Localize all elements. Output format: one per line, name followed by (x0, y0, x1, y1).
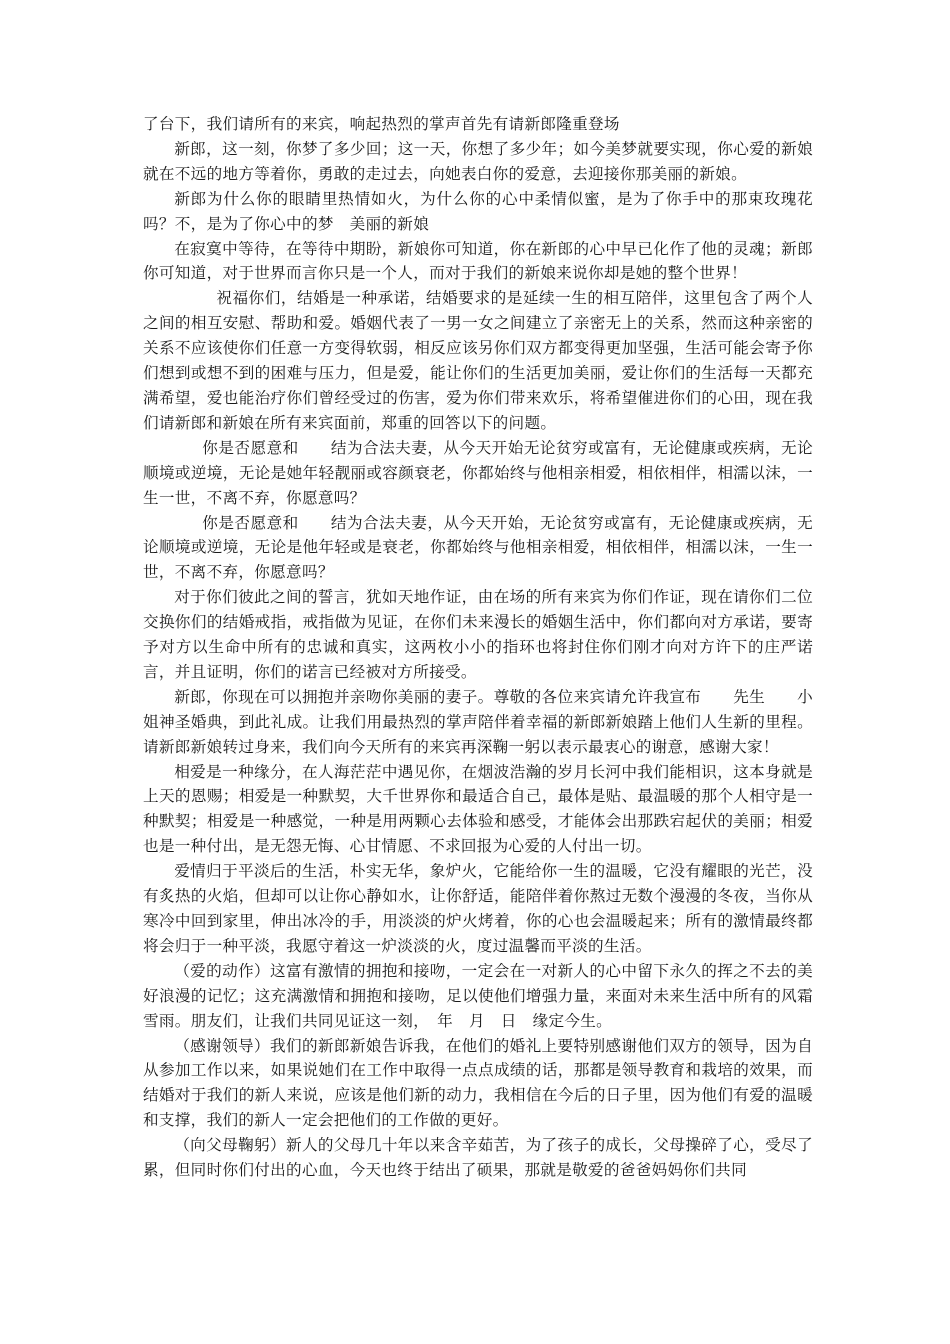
paragraph: 新郎为什么你的眼睛里热情如火，为什么你的心中柔情似蜜，是为了你手中的那束玫瑰花吗？不，是为了你心中的梦 美丽的新娘 (143, 189, 813, 233)
document-body (143, 112, 813, 1183)
paragraph: （感谢领导）我们的新郎新娘告诉我，在他们的婚礼上要特别感谢他们双方的领导，因为自从参加工作以来，如果说她们在工作中取得一点点成绩的话，那都是领导教育和栽培的效果，而结婚对于我们的新人来说，应该是他们新的动力，我相信在今后的日子里，因为他们有爱的温暖和支撑，我们的新人一定会把他们的工作做的更好。 (143, 1036, 813, 1130)
paragraph: 祝福你们，结婚是一种承诺，结婚要求的是延续一生的相互陪伴，这里包含了两个人之间的相互安慰、帮助和爱。婚姻代表了一男一女之间建立了亲密无上的关系，然而这种亲密的关系不应该使你们任意一方变得软弱，相反应该另你们双方都变得更加坚强，生活可能会寄予你们想到或想不到的困难与压力，但是爱，能让你们的生活更加美丽，爱让你们的生活每一天都充满希望，爱也能治疗你们曾经受过的伤害，爱为你们带来欢乐，将希望催进你们的心田，现在我们请新郎和新娘在所有来宾面前，郑重的回答以下的问题。 (143, 289, 813, 432)
paragraph: 新郎，你现在可以拥抱并亲吻你美丽的妻子。尊敬的各位来宾请允许我宣布 先生 小姐神圣婚典，到此礼成。让我们用最热烈的掌声陪伴着幸福的新郎新娘踏上他们人生新的里程。请新郎新娘转过身来，我们向今天所有的来宾再深鞠一躬以表示最衷心的谢意，感谢大家！ (143, 687, 813, 756)
paragraph: 对于你们彼此之间的誓言，犹如天地作证，由在场的所有来宾为你们作证，现在请你们二位交换你们的结婚戒指，戒指做为见证，在你们未来漫长的婚姻生活中，你们都向对方承诺，要寄予对方以生命中所有的忠诚和真实，这两枚小小的指环也将封住你们刚才向对方许下的庄严诺言，并且证明，你们的诺言已经被对方所接受。 (143, 588, 813, 681)
paragraph: 新郎，这一刻，你梦了多少回；这一天，你想了多少年；如今美梦就要实现，你心爱的新娘就在不远的地方等着你，勇敢的走过去，向她表白你的爱意，去迎接你那美丽的新娘。 (143, 139, 813, 183)
paragraph: 相爱是一种缘分，在人海茫茫中遇见你，在烟波浩瀚的岁月长河中我们能相识，这本身就是上天的恩赐；相爱是一种默契，大千世界你和最适合自己，最体是贴、最温暖的那个人相守是一种默契；相爱是一种感觉，一种是用两颗心去体验和感受，才能体会出那跌宕起伏的美丽；相爱也是一种付出，是无怨无悔、心甘情愿、不求回报为心爱的人付出一切。 (143, 762, 813, 856)
paragraph: 你是否愿意和 结为合法夫妻，从今天开始无论贫穷或富有，无论健康或疾病，无论顺境或逆境，无论是她年轻靓丽或容颜衰老，你都始终与他相亲相爱，相依相伴，相濡以沫，一生一世，不离不弃，你愿意吗？ (143, 438, 813, 507)
paragraph: （爱的动作）这富有激情的拥抱和接吻，一定会在一对新人的心中留下永久的挥之不去的美好浪漫的记忆；这充满激情和拥抱和接吻，足以使他们增强力量，来面对未来生活中所有的风霜雪雨。朋友们，让我们共同见证这一刻， 年 月 日 缘定今生。 (143, 961, 813, 1030)
paragraph: 在寂寞中等待，在等待中期盼，新娘你可知道，你在新郎的心中早已化作了他的灵魂；新郎你可知道，对于世界而言你只是一个人，而对于我们的新娘来说你却是她的整个世界！ (143, 239, 813, 283)
paragraph: 了台下，我们请所有的来宾，响起热烈的掌声首先有请新郎隆重登场 (143, 115, 620, 133)
paragraph: 你是否愿意和 结为合法夫妻，从今天开始，无论贫穷或富有，无论健康或疾病，无论顺境或逆境，无论是他年轻或是衰老，你都始终与他相亲相爱，相依相伴，相濡以沫，一生一世，不离不弃，你愿意吗？ (143, 513, 813, 582)
paragraph: （向父母鞠躬）新人的父母几十年以来含辛茹苦，为了孩子的成长，父母操碎了心，受尽了累，但同时你们付出的心血，今天也终于结出了硕果，那就是敬爱的爸爸妈妈你们共同 (143, 1136, 813, 1180)
paragraph: 爱情归于平淡后的生活，朴实无华，象炉火，它能给你一生的温暖，它没有耀眼的光芒，没有炙热的火焰，但却可以让你心静如水，让你舒适，能陪伴着你熬过无数个漫漫的冬夜，当你从寒冷中回到家里，伸出冰冷的手，用淡淡的炉火烤着，你的心也会温暖起来；所有的激情最终都将会归于一种平淡，我愿守着这一炉淡淡的火，度过温馨而平淡的生活。 (143, 862, 813, 955)
